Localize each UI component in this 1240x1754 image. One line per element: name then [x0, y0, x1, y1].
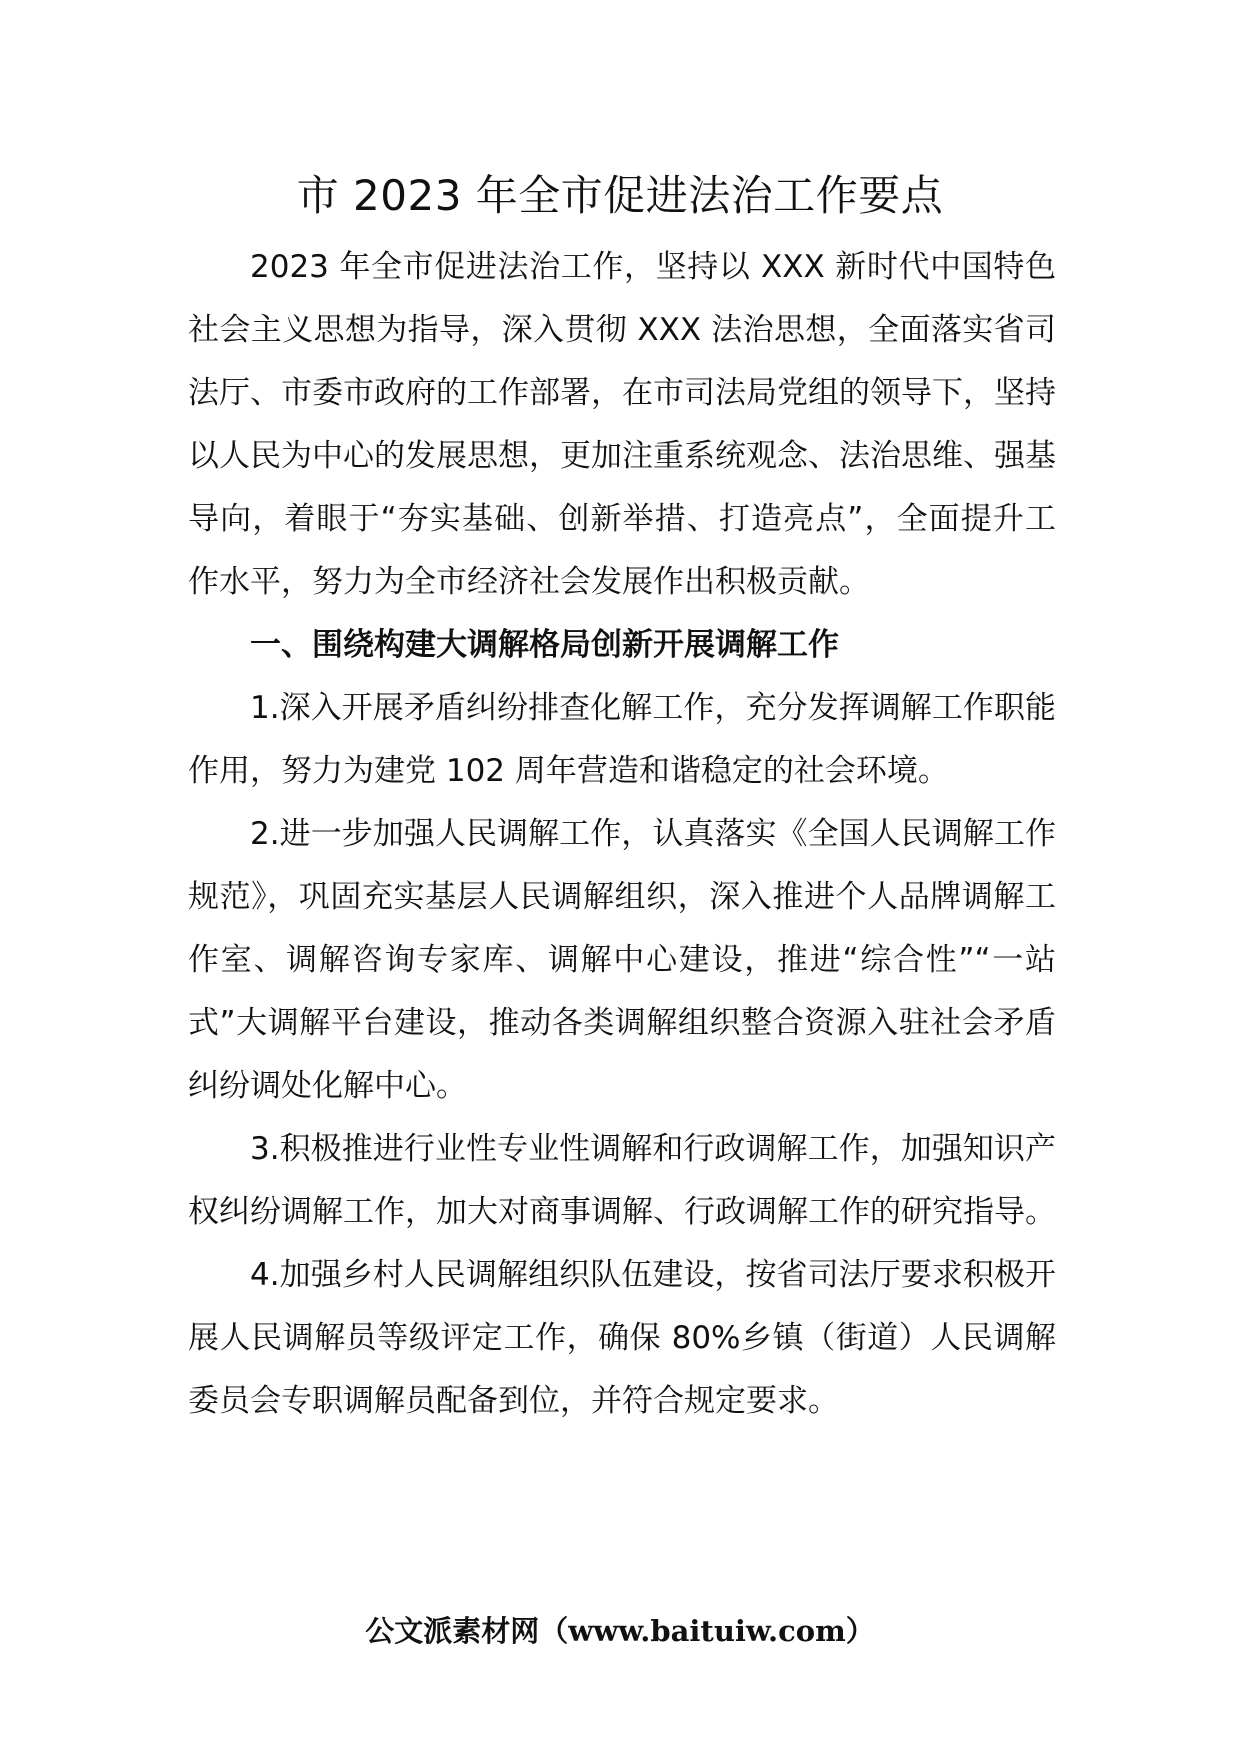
section-heading-1: 一、围绕构建大调解格局创新开展调解工作 — [250, 627, 839, 663]
document-title: 市 2023 年全市促进法治工作要点 — [296, 171, 944, 220]
footer-watermark — [0, 1611, 1240, 1651]
footer-open-paren: （ — [539, 1614, 569, 1648]
document-body — [188, 236, 1056, 1433]
item-paragraph-3: 3.积极推进行业性专业性调解和行政调解工作，加强知识产权纠纷调解工作，加大对商事调解、行政调解工作的研究指导。 — [188, 1131, 1056, 1230]
item-paragraph-2: 2.进一步加强人民调解工作，认真落实《全国人民调解工作规范》，巩固充实基层人民调解组织，深入推进个人品牌调解工作室、调解咨询专家库、调解中心建设，推进“综合性”“一站式”大调解平台建设，推动各类调解组织整合资源入驻社会矛盾纠纷调处化解中心。 — [188, 816, 1056, 1104]
footer-close-paren: ） — [845, 1614, 875, 1648]
footer-site-name: 公文派素材网 — [365, 1614, 540, 1648]
footer-url: www.baituiw.com — [568, 1614, 846, 1648]
item-paragraph-4: 4.加强乡村人民调解组织队伍建设，按省司法厅要求积极开展人民调解员等级评定工作，确保 80%乡镇（街道）人民调解委员会专职调解员配备到位，并符合规定要求。 — [188, 1257, 1056, 1419]
item-paragraph-1: 1.深入开展矛盾纠纷排查化解工作，充分发挥调解工作职能作用，努力为建党 102 周年营造和谐稳定的社会环境。 — [188, 690, 1056, 789]
intro-paragraph: 2023 年全市促进法治工作，坚持以 XXX 新时代中国特色社会主义思想为指导，深入贯彻 XXX 法治思想，全面落实省司法厅、市委市政府的工作部署，在市司法局党组的领导下，坚持以人民为中心的发展思想，更加注重系统观念、法治思维、强基导向，着眼于“夯实基础、创新举措、打造亮点”，全面提升工作水平，努力为全市经济社会发展作出积极贡献。 — [188, 249, 1056, 600]
